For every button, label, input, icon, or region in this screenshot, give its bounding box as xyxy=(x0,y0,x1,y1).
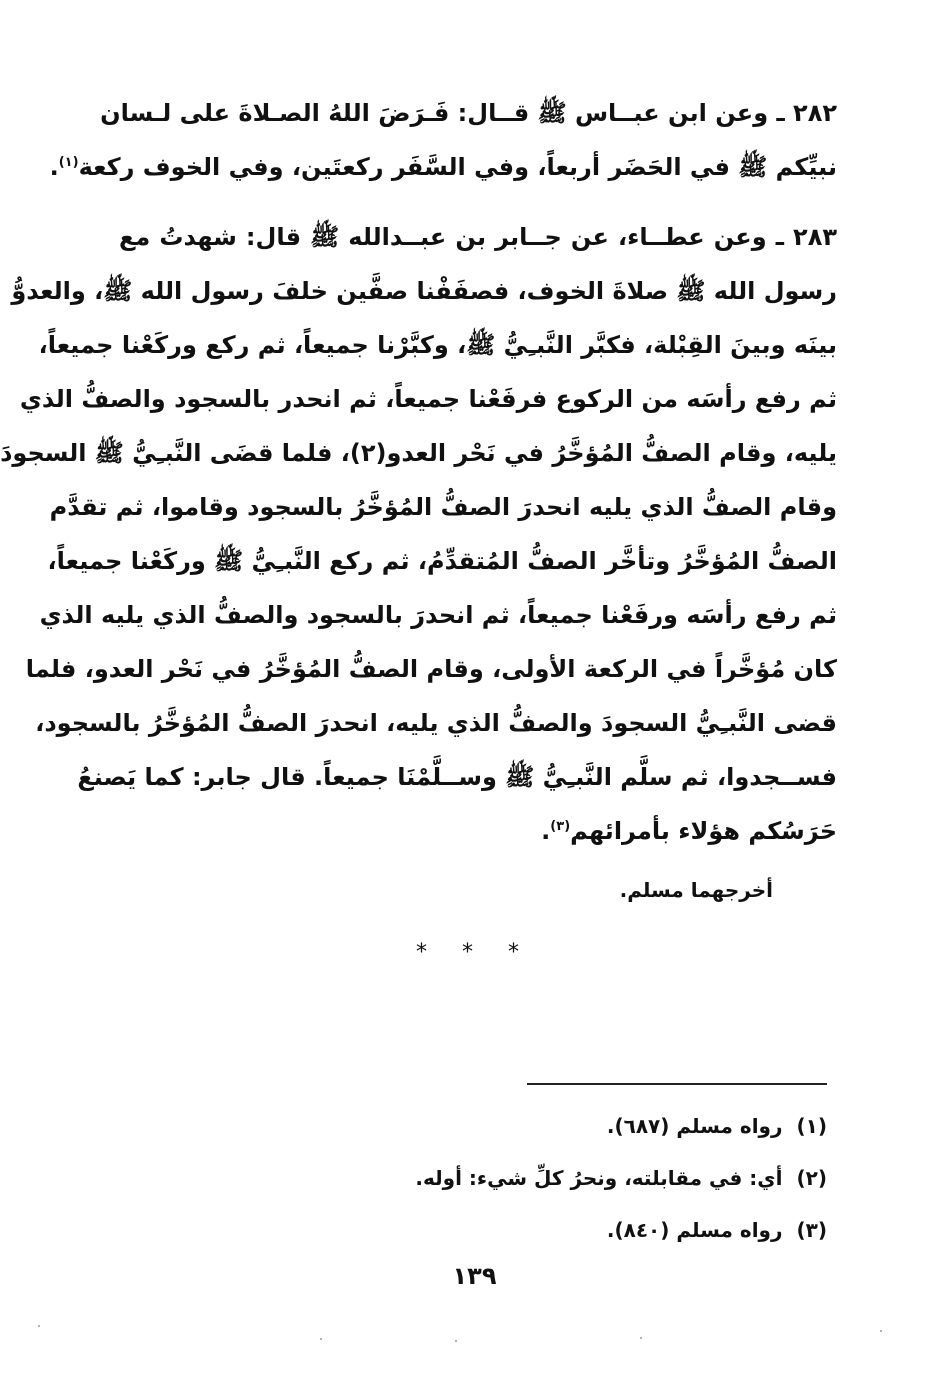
footnote-ref: (١) xyxy=(58,155,79,170)
hadith-line: ٢٨٢ ـ وعن ابن عبــاس ﷺ قــال: فَـرَضَ اللهُ الصـلاةَ على لـسان xyxy=(100,99,837,127)
footnote-text: رواه مسلم (٦٨٧). xyxy=(606,1114,783,1138)
hadith-line: ثم رفع رأسَه من الركوع فرفَعْنا جميعاً، ثم انحدر بالسجود والصفُّ الذي xyxy=(19,385,837,413)
page-number: ١٣٩ xyxy=(452,1262,497,1290)
hadith-line: بينَه وبينَ القِبْلة، فكبَّر النَّبـِيُّ ﷺ، وكبَّرْنا جميعاً، ثم ركع وركَعْنا جميعاً، xyxy=(38,331,837,359)
scan-speck xyxy=(320,1338,322,1340)
section-separator: * * * xyxy=(416,940,533,965)
scan-speck xyxy=(455,1340,457,1342)
footnote-number: (٣) xyxy=(796,1218,827,1242)
scan-speck xyxy=(880,1330,882,1332)
hadith-line: قضى النَّبـِيُّ السجودَ والصفُّ الذي يليه، انحدرَ الصفُّ المُؤخَّرُ بالسجود، xyxy=(35,709,837,737)
hadith-line: كان مُؤخَّراً في الركعة الأولى، وقام الصفُّ المُؤخَّرُ في نَحْر العدو، فلما xyxy=(25,655,837,683)
footnote-number: (١) xyxy=(796,1114,827,1138)
hadith-line: الصفُّ المُؤخَّرُ وتأخَّر الصفُّ المُتقدِّمُ، ثم ركع النَّبـِيُّ ﷺ وركَعْنا جميعاً، xyxy=(47,547,837,575)
scan-speck xyxy=(640,1337,642,1339)
hadith-line: ثم رفع رأسَه ورفَعْنا جميعاً، ثم انحدرَ بالسجود والصفُّ الذي يليه الذي xyxy=(39,601,837,629)
footnote-item xyxy=(127,1204,827,1256)
hadith-line-last xyxy=(119,804,837,858)
hadith-line-last xyxy=(49,140,837,194)
hadith-282 xyxy=(49,86,837,194)
hadith-283 xyxy=(0,210,837,858)
hadith-line: ٢٨٣ ـ وعن عطــاء، عن جــابر بن عبــدالله ﷺ قال: شهدتُ مع xyxy=(119,223,837,251)
hadith-line-text: نبيِّكم ﷺ في الحَضَر أربعاً، وفي السَّفَر ركعتَين، وفي الخوف ركعة xyxy=(78,153,837,181)
source-note: أخرجهما مسلم. xyxy=(619,878,773,902)
footnote-text: رواه مسلم (٨٤٠). xyxy=(606,1218,783,1242)
sentence-end: . xyxy=(541,817,551,845)
scan-speck xyxy=(38,1325,40,1327)
footnote-divider xyxy=(527,1083,827,1085)
footnote-number: (٢) xyxy=(796,1166,827,1190)
hadith-line-text: حَرَسُكم هؤلاء بأمرائهم xyxy=(570,817,837,845)
hadith-line: فســجدوا، ثم سلَّم النَّبـِيُّ ﷺ وســلَّمْنَا جميعاً. قال جابر: كما يَصنعُ xyxy=(77,763,837,791)
footnote-text: أي: في مقابلته، ونحرُ كلِّ شيء: أوله. xyxy=(415,1166,783,1190)
footnote-item xyxy=(127,1152,827,1204)
footnote-ref: (٣) xyxy=(550,819,571,834)
footnote-item xyxy=(127,1100,827,1152)
hadith-line: يليه، وقام الصفُّ المُؤخَّرُ في نَحْر العدو(٢)، فلما قضَى النَّبـِيُّ ﷺ السجودَ xyxy=(0,439,837,467)
sentence-end: . xyxy=(49,153,59,181)
footnotes xyxy=(127,1100,827,1256)
hadith-line: وقام الصفُّ الذي يليه انحدرَ الصفُّ المُؤخَّرُ بالسجود وقاموا، ثم تقدَّم xyxy=(49,493,837,521)
hadith-line: رسول الله ﷺ صلاةَ الخوف، فصفَفْنا صفَّين خلفَ رسول الله ﷺ، والعدوُّ xyxy=(11,277,837,305)
